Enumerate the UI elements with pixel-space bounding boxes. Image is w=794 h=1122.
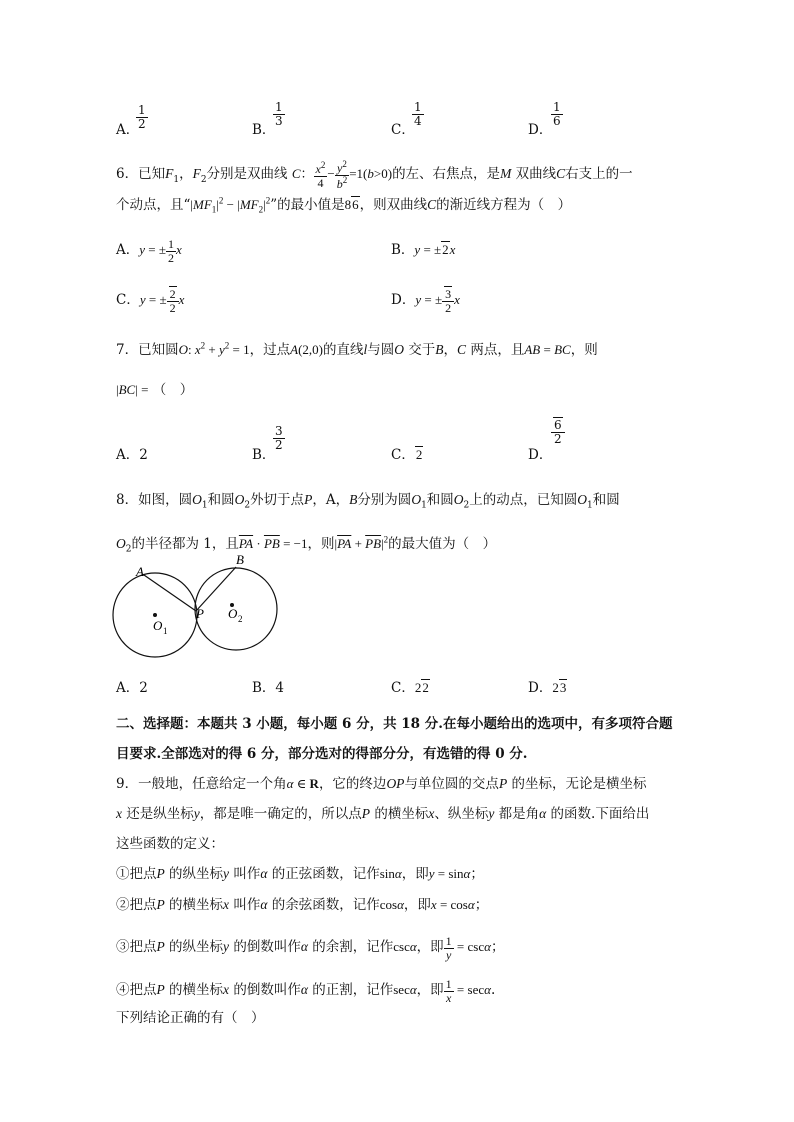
q6-option-b: B．y = ±2x bbox=[391, 242, 456, 258]
label-o2-sub: 2 bbox=[238, 614, 243, 624]
label-p: P bbox=[196, 606, 204, 621]
q6-option-c: C．y = ± $\frac{2}{2}$ x bbox=[116, 287, 185, 315]
definition-4: ④把点P 的横坐标x 的倒数叫作α 的正割，记作secα，即 $\frac{1}{x}$ = secα. bbox=[116, 977, 496, 1005]
label-o1: O bbox=[153, 618, 163, 633]
question-9-prompt: 下列结论正确的有（ ） bbox=[116, 1010, 265, 1026]
definition-2: ②把点P 的横坐标x 叫作α 的余弦函数，记作cosα，即x = cosα； bbox=[116, 897, 489, 913]
q5-option-b-fraction: $\frac{1}{3}$ bbox=[275, 100, 283, 128]
q7-option-a: A．2 bbox=[116, 447, 148, 463]
label-o2: O bbox=[228, 606, 238, 621]
label-a: A bbox=[136, 564, 144, 579]
q5-option-d-fraction: $\frac{1}{6}$ bbox=[553, 100, 561, 128]
question-8-line-1: 8．如图，圆$O_1$和圆$O_2$外切于点P，A，B分别为圆$O_1$和圆$O_2$上的动点，已知圆$O_1$和圆 bbox=[116, 492, 620, 511]
q6-option-d: D．y = ± $\frac{3}{2}$ x bbox=[391, 287, 460, 315]
center-o1-dot bbox=[153, 613, 157, 617]
question-9-line-2: x 还是纵坐标y，都是唯一确定的，所以点P 的横坐标x、纵坐标y 都是角α 的函数.下面给出 bbox=[116, 806, 650, 822]
question-6-line-2: 个动点，且“$|MF_1|^2 - |MF_2|^2$”的最小值是86，则双曲线C的渐近线方程为（ ） bbox=[116, 195, 572, 215]
q7-option-c: C．2 bbox=[391, 447, 423, 463]
definition-3: ③把点P 的纵坐标y 的倒数叫作α 的余割，记作cscα，即 $\frac{1}{y}$ = cscα； bbox=[116, 934, 505, 962]
q5-option-c: C． bbox=[391, 122, 415, 138]
q8-option-c: C．22 bbox=[391, 680, 429, 696]
question-6-line-1: 6．已知$F_1$，$F_2$分别是双曲线 C： $\frac{x^2}{4}$ − $\frac{y^2}{b^2}$ =1(b>0)的左、右焦点，是M 双曲线C右支上的一 bbox=[116, 159, 633, 191]
label-o1-sub: 1 bbox=[163, 626, 168, 636]
q8-option-b: B．4 bbox=[252, 680, 285, 696]
label-b: B bbox=[236, 552, 244, 567]
question-8-line-2: $O_2$的半径都为 1，且$\overline{PA} \cdot \overline{PB} = -1$，则$|\overline{PA} + \overline{PB}|^2$的最大值为（ ） bbox=[116, 534, 497, 555]
q5-option-d: D． bbox=[528, 122, 553, 138]
q5-option-b: B． bbox=[252, 122, 276, 138]
q7-option-d-fraction: $\frac{6}{2}$ bbox=[551, 419, 565, 445]
q5-option-a: A． bbox=[116, 122, 140, 138]
definition-1: ①把点P 的纵坐标y 叫作α 的正弦函数，记作sinα，即y = sinα； bbox=[116, 866, 484, 882]
question-9-line-1: 9．一般地，任意给定一个角α ∈ R，它的终边OP与单位圆的交点P 的坐标，无论是横坐标 bbox=[116, 776, 647, 792]
q7-option-b: B． bbox=[252, 447, 276, 463]
question-9-line-3: 这些函数的定义： bbox=[116, 836, 224, 852]
q5-option-a-fraction: $\frac{1}{2}$ bbox=[138, 103, 146, 131]
segment-pa bbox=[144, 575, 196, 611]
q8-option-d: D．23 bbox=[528, 680, 567, 696]
q7-option-d: D． bbox=[528, 447, 553, 463]
section-2-heading-line-1: 二、选择题：本题共 3 小题，每小题 6 分，共 18 分.在每小题给出的选项中，有多项符合题 bbox=[116, 716, 673, 732]
q7-option-b-fraction: $\frac{3}{2}$ bbox=[275, 424, 283, 452]
q5-option-c-fraction: $\frac{1}{4}$ bbox=[414, 100, 422, 128]
question-7-line-1: 7．已知圆O: $x^2 + y^2 = 1$，过点A(2,0)的直线l与圆O 交于B，C 两点，且AB = BC，则 bbox=[116, 340, 598, 358]
question-7-line-2: |BC| = （ ） bbox=[116, 382, 194, 398]
q6-option-a: A．y = ± $\frac{1}{2}$ x bbox=[116, 237, 182, 265]
q8-option-a: A．2 bbox=[116, 680, 148, 696]
section-2-heading-line-2: 目要求.全部选对的得 6 分，部分选对的得部分分，有选错的得 0 分. bbox=[116, 746, 528, 762]
two-circles-figure bbox=[108, 552, 288, 670]
